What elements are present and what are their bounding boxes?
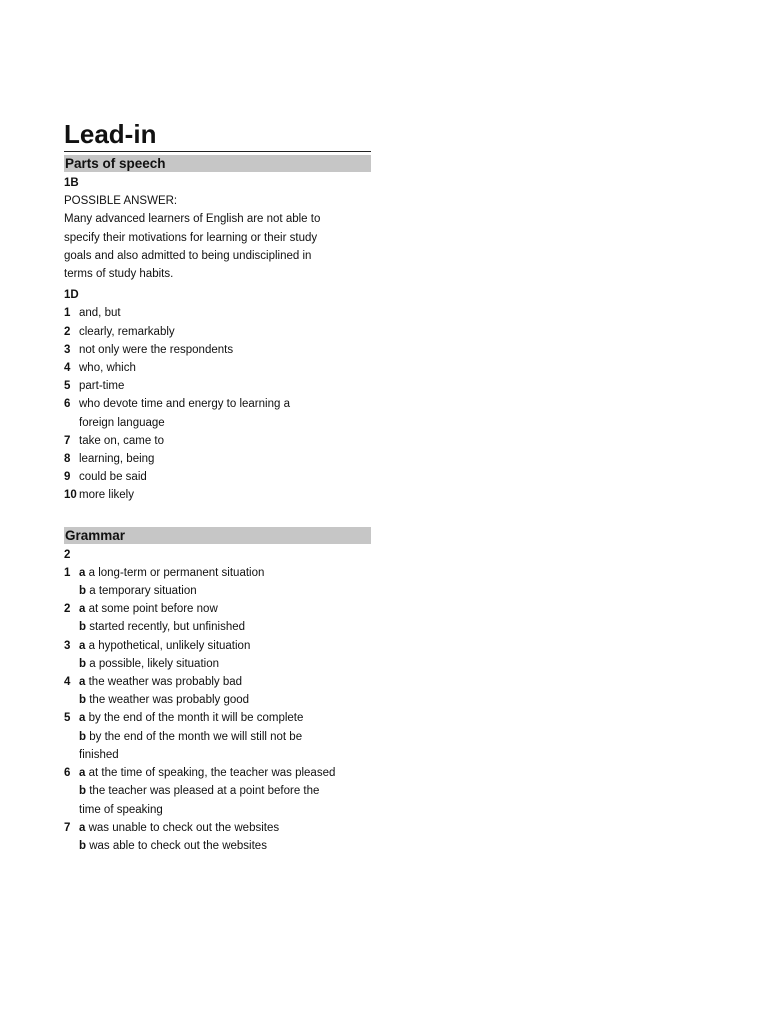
item-answer bbox=[79, 359, 371, 377]
item-answer bbox=[79, 304, 371, 322]
list-item bbox=[64, 432, 371, 450]
list-item bbox=[64, 564, 371, 600]
option-label-a: a bbox=[79, 566, 86, 579]
option-text: a long-term or permanent situation bbox=[88, 566, 265, 579]
answer-line-b bbox=[79, 837, 371, 855]
answer-line: could be said bbox=[79, 471, 147, 484]
item-number: 7 bbox=[64, 821, 71, 834]
paragraph-line: Many advanced learners of English are not able to bbox=[64, 213, 321, 226]
item-number: 2 bbox=[64, 325, 71, 338]
option-label-b: b bbox=[79, 657, 87, 670]
list-item bbox=[64, 709, 371, 764]
grammar-answer-list bbox=[64, 564, 371, 855]
paragraph-line: terms of study habits. bbox=[64, 268, 174, 281]
list-item bbox=[64, 323, 371, 341]
item-number: 6 bbox=[64, 398, 71, 411]
item-number: 7 bbox=[64, 434, 71, 447]
option-label-a: a bbox=[79, 603, 86, 616]
option-label-a: a bbox=[79, 639, 86, 652]
item-answer bbox=[79, 341, 371, 359]
answer-line-b bbox=[79, 655, 371, 673]
answer-line-b bbox=[79, 782, 371, 800]
answer-line-b bbox=[79, 582, 371, 600]
answer-line: clearly, remarkably bbox=[79, 325, 175, 338]
item-answer bbox=[79, 432, 371, 450]
answer-line: take on, came to bbox=[79, 434, 165, 447]
option-label-b: b bbox=[79, 585, 87, 598]
answer-line: not only were the respondents bbox=[79, 343, 234, 356]
list-item bbox=[64, 819, 371, 855]
exercise-label-2: 2 bbox=[64, 548, 71, 561]
list-item bbox=[64, 304, 371, 322]
section-heading-grammar: Grammar bbox=[64, 527, 371, 544]
answer-line-a bbox=[79, 819, 371, 837]
item-answer bbox=[79, 486, 371, 504]
page-title: Lead-in bbox=[64, 118, 371, 152]
option-label-a: a bbox=[79, 821, 86, 834]
option-text: a possible, likely situation bbox=[89, 657, 219, 670]
answer-line-b bbox=[79, 746, 371, 764]
answer-line: who devote time and energy to learning a bbox=[79, 398, 290, 411]
option-text: was unable to check out the websites bbox=[88, 821, 280, 834]
option-text: the teacher was pleased at a point before the bbox=[89, 785, 320, 798]
item-number: 1 bbox=[64, 566, 71, 579]
answer-line: more likely bbox=[79, 489, 134, 502]
section-heading-parts-of-speech: Parts of speech bbox=[64, 155, 371, 172]
paragraph-line: goals and also admitted to being undisciplined in bbox=[64, 249, 312, 262]
option-label-a: a bbox=[79, 712, 86, 725]
possible-answer-label: POSSIBLE ANSWER: bbox=[64, 195, 178, 208]
list-item bbox=[64, 341, 371, 359]
option-text: at some point before now bbox=[88, 603, 218, 616]
option-label-b: b bbox=[79, 621, 87, 634]
answer-line: who, which bbox=[79, 362, 136, 375]
option-label-b: b bbox=[79, 730, 87, 743]
list-item bbox=[64, 377, 371, 395]
option-text: finished bbox=[79, 748, 119, 761]
list-item bbox=[64, 395, 371, 431]
option-text: a temporary situation bbox=[89, 585, 197, 598]
answer-key-column bbox=[64, 118, 371, 855]
option-text: the weather was probably bad bbox=[88, 676, 243, 689]
item-answer bbox=[79, 819, 371, 855]
item-answer bbox=[79, 709, 371, 764]
answer-line-a bbox=[79, 564, 371, 582]
item-answer bbox=[79, 637, 371, 673]
list-item bbox=[64, 637, 371, 673]
exercise-label-1d: 1D bbox=[64, 289, 79, 302]
item-answer bbox=[79, 764, 371, 819]
item-number: 5 bbox=[64, 380, 71, 393]
option-text: the weather was probably good bbox=[89, 694, 250, 707]
item-number: 4 bbox=[64, 676, 71, 689]
item-number: 10 bbox=[64, 489, 77, 502]
option-label-b: b bbox=[79, 694, 87, 707]
option-text: by the end of the month we will still not be bbox=[89, 730, 303, 743]
answer-line-b bbox=[79, 618, 371, 636]
answer-line-b bbox=[79, 728, 371, 746]
option-text: a hypothetical, unlikely situation bbox=[88, 639, 251, 652]
answer-line-b bbox=[79, 691, 371, 709]
item-answer bbox=[79, 600, 371, 636]
answer-line-a bbox=[79, 600, 371, 618]
answer-line: learning, being bbox=[79, 453, 155, 466]
exercise-label-1b: 1B bbox=[64, 177, 79, 189]
parts-answer-list bbox=[64, 304, 371, 504]
answer-line-a bbox=[79, 673, 371, 691]
list-item bbox=[64, 486, 371, 504]
option-text: time of speaking bbox=[79, 803, 163, 816]
item-number: 4 bbox=[64, 362, 71, 375]
item-number: 1 bbox=[64, 307, 71, 320]
option-text: started recently, but unfinished bbox=[89, 621, 246, 634]
item-answer bbox=[79, 395, 371, 431]
item-number: 3 bbox=[64, 343, 71, 356]
item-answer bbox=[79, 323, 371, 341]
item-number: 6 bbox=[64, 767, 71, 780]
item-answer bbox=[79, 468, 371, 486]
list-item bbox=[64, 673, 371, 709]
answer-line-a bbox=[79, 764, 371, 782]
list-item bbox=[64, 468, 371, 486]
answer-line: foreign language bbox=[79, 416, 165, 429]
answer-line-a bbox=[79, 637, 371, 655]
list-item bbox=[64, 359, 371, 377]
item-answer bbox=[79, 450, 371, 468]
option-label-b: b bbox=[79, 785, 87, 798]
answer-line: part-time bbox=[79, 380, 125, 393]
option-text: at the time of speaking, the teacher was pleased bbox=[88, 767, 336, 780]
option-text: was able to check out the websites bbox=[89, 839, 267, 852]
item-number: 9 bbox=[64, 471, 71, 484]
option-text: by the end of the month it will be complete bbox=[88, 712, 304, 725]
item-answer bbox=[79, 564, 371, 600]
item-number: 3 bbox=[64, 639, 71, 652]
answer-line: and, but bbox=[79, 307, 121, 320]
answer-line-a bbox=[79, 709, 371, 727]
item-answer bbox=[79, 377, 371, 395]
list-item bbox=[64, 764, 371, 819]
option-label-b: b bbox=[79, 839, 87, 852]
paragraph-line: specify their motivations for learning or their study bbox=[64, 231, 318, 244]
item-number: 5 bbox=[64, 712, 71, 725]
item-number: 8 bbox=[64, 453, 71, 466]
possible-answer-paragraph bbox=[64, 210, 371, 283]
list-item bbox=[64, 450, 371, 468]
item-answer bbox=[79, 673, 371, 709]
item-number: 2 bbox=[64, 603, 71, 616]
option-label-a: a bbox=[79, 767, 86, 780]
answer-line-b bbox=[79, 801, 371, 819]
list-item bbox=[64, 600, 371, 636]
option-label-a: a bbox=[79, 676, 86, 689]
